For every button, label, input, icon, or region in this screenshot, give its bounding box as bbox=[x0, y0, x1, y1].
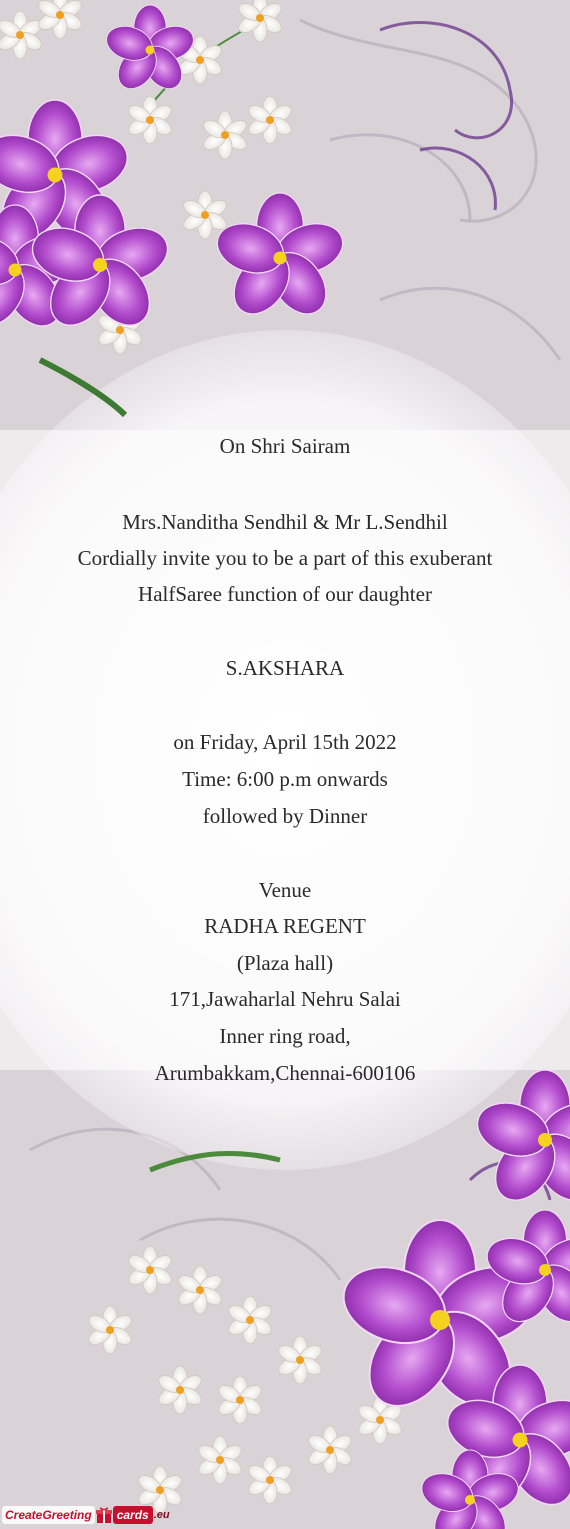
logo-text-part3: .eu bbox=[153, 1509, 170, 1521]
logo-text-part2: cards bbox=[113, 1506, 153, 1524]
address-line-1: 171,Jawaharlal Nehru Salai bbox=[169, 987, 401, 1011]
dinner-note: followed by Dinner bbox=[202, 804, 368, 828]
venue-hall: (Plaza hall) bbox=[236, 951, 334, 975]
honoree-name: S.AKSHARA bbox=[225, 656, 345, 680]
invite-line-1: Cordially invite you to be a part of this exuberant bbox=[77, 546, 493, 570]
address-line-2: Inner ring road, bbox=[219, 1024, 351, 1048]
blessing-line: On Shri Sairam bbox=[219, 434, 351, 458]
venue-name: RADHA REGENT bbox=[204, 914, 366, 938]
venue-label: Venue bbox=[258, 878, 312, 902]
event-date: on Friday, April 15th 2022 bbox=[173, 730, 397, 754]
invite-line-2: HalfSaree function of our daughter bbox=[138, 582, 432, 606]
hosts-line: Mrs.Nanditha Sendhil & Mr L.Sendhil bbox=[122, 510, 448, 534]
event-time: Time: 6:00 p.m onwards bbox=[182, 767, 388, 791]
logo-text-part1: CreateGreeting bbox=[2, 1506, 95, 1524]
gift-icon bbox=[96, 1506, 112, 1524]
site-logo[interactable] bbox=[2, 1503, 170, 1527]
address-line-3: Arumbakkam,Chennai-600106 bbox=[154, 1061, 416, 1085]
